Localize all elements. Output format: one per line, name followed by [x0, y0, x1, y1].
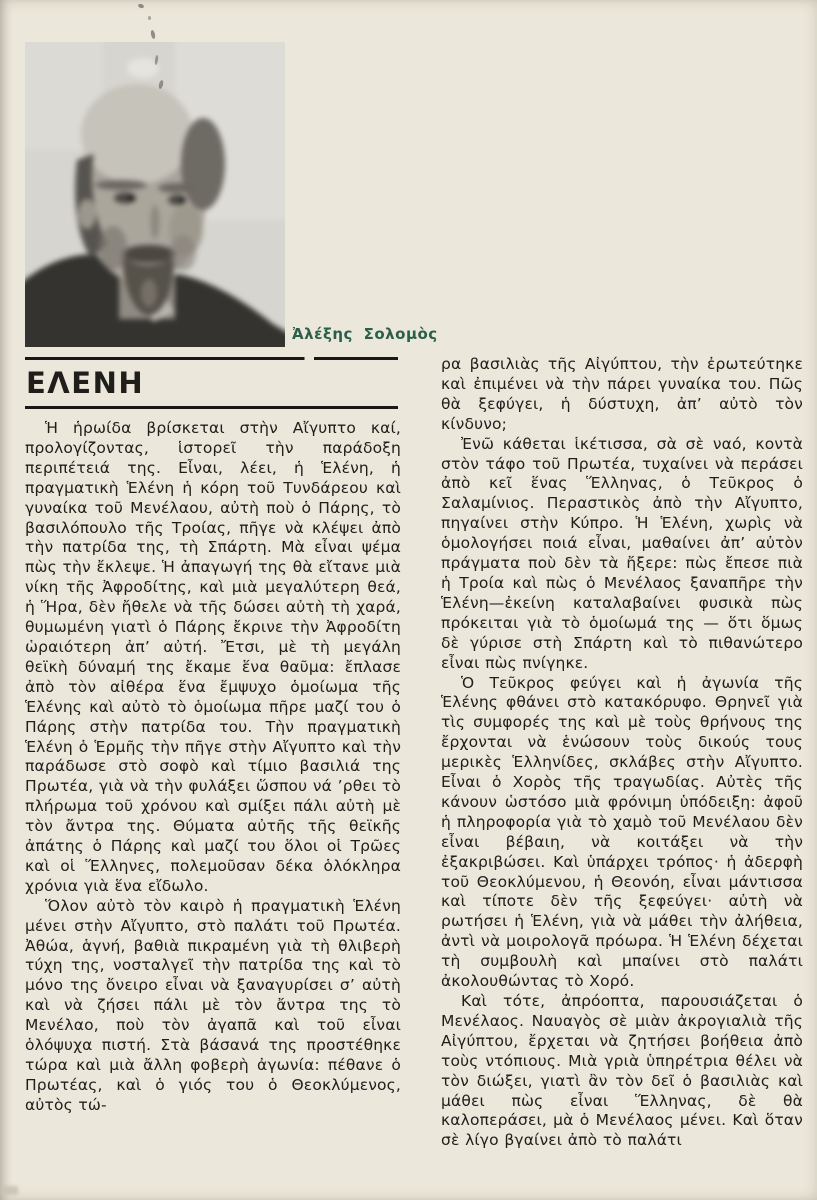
paragraph: Ἐνῶ κάθεται ἱκέτισσα, σὰ σὲ ναό, κοντὰ στὸν τάφο τοῦ Πρωτέα, τυχαίνει νὰ περάσει ἀπὸ κεῖ ἕνας Ἕλληνας, ὁ Τεῦκρος ὁ Σαλαμίνιος. Περαστικὸς ἀπὸ τὴν Αἴγυπτο, πηγαίνει στὴν Κύπρο. Ἡ Ἑλένη, χωρὶς νὰ ὁμολογήσει ποιά εἶναι, μαθαίνει ἀπ’ αὐτὸν πράγματα ποὺ δὲν τὰ ἤξερε: πὼς ἔπεσε πιὰ ἡ Τροία καὶ πὼς ὁ Μενέλαος ξαναπῆρε τὴν Ἑλένη—ἐκείνη καταλαβαίνει φυσικὰ πὼς πρόκειται γιὰ τὸ ὁμοίωμά της — ὅτι ὅμως δὲ γύρισε στὴ Σπάρτη καὶ τὸ πιθανώτερο εἶναι πὼς πνίγηκε.	[441, 434, 803, 672]
paragraph: Ὁ Τεῦκρος φεύγει καὶ ἡ ἀγωνία τῆς Ἑλένης φθάνει στὸ κατακόρυφο. Θρηνεῖ γιὰ τὶς συμφορές της καὶ μὲ τοὺς θρήνους της ἔρχονται νὰ ἑνώσουν τοὺς δικούς τους μερικὲς Ἑλληνίδες, σκλάβες στὴν Αἴγυπτο. Εἶναι ὁ Χορὸς τῆς τραγωδίας. Αὐτὲς τῆς κάνουν ὡστόσο μιὰ φρόνιμη ὑπόδειξη: ἀφοῦ ἡ πληροφορία γιὰ τὸ χαμὸ τοῦ Μενέλαου δὲν εἶναι βέβαιη, νὰ κοιτάξει νὰ τὴν ἐξακριβώσει. Καὶ ὑπάρχει τρόπος· ἡ ἀδερφὴ τοῦ Θεοκλύμενου, ἡ Θεονόη, εἶναι μάντισσα καὶ τίποτε δὲν τῆς ξεφεύγει· αὐτὴ νὰ ρωτήσει ἡ Ἑλένη, γιὰ νὰ μάθει τὴν ἀλήθεια, ἀντὶ νὰ μοιρολογᾶ πρόωρα. Ἡ Ἑλένη δέχεται τὴ συμβουλὴ καὶ μπαίνει στὸ παλάτι ἀκολουθώντας τὸ Χορό.	[441, 673, 803, 991]
ink-speck	[137, 3, 144, 9]
paragraph: ρα βασιλιὰς τῆς Αἰγύπτου, τὴν ἐρωτεύτηκε καὶ ἐπιμένει νὰ τὴν πάρει γυναίκα του. Πῶς θὰ ξεφύγει, ἡ δύστυχη, ἀπ’ αὐτὸ τὸν κίνδυνο;	[441, 355, 803, 433]
paragraph: Καὶ τότε, ἀπρόοπτα, παρουσιάζεται ὁ Μενέλαος. Ναυαγὸς σὲ μιὰν ἀκρογιαλιὰ τῆς Αἰγύπτου, ἔρχεται νὰ ζητήσει βοήθεια ἀπὸ τοὺς ντόπιους. Μιὰ γριὰ ὑπηρέτρια θέλει νὰ τὸν διώξει, γιατὶ ἂν τὸν δεῖ ὁ βασιλιὰς καὶ μάθει πὼς εἶναι Ἕλληνας, δὲ θὰ καλοπεράσει, μὰ ὁ Μενέλαος μένει. Καὶ ὅταν σὲ λίγο βγαίνει ἀπὸ τὸ παλάτι	[441, 992, 803, 1150]
title-rule-bottom	[25, 406, 398, 409]
title-block	[25, 357, 398, 409]
portrait-photo	[25, 42, 285, 347]
ink-speck	[148, 16, 151, 20]
left-column	[25, 419, 401, 1116]
page-number-smudge	[2, 1186, 18, 1195]
page-title: ΕΛΕΝΗ	[26, 366, 145, 400]
ink-speck	[150, 30, 156, 40]
paragraph: Ὅλον αὐτὸ τὸν καιρὸ ἡ πραγματικὴ Ἑλένη μένει στὴν Αἴγυπτο, στὸ παλάτι τοῦ Πρωτέα. Ἀθώα, ἁγνή, βαθιὰ πικραμένη γιὰ τὴ θλιβερὴ τύχη της, νοσταλγεῖ τὴν πατρίδα της καὶ τὸ μόνο της ὄνειρο εἶναι νὰ ξαναγυρίσει σ’ αὐτὴ καὶ νὰ ζήσει πάλι μὲ τὸν ἄντρα της τὸ Μενέλαο, ποὺ τὸν ἀγαπᾶ καὶ τοῦ εἶναι ὁλόψυχα πιστή. Στὰ βάσανά της προστέθηκε τώρα καὶ μιὰ ἄλλη φοβερὴ ἀγωνία: πέθανε ὁ Πρωτέας, καὶ ὁ γιός του ὁ Θεοκλύμενος, αὐτὸς τώ-	[25, 896, 401, 1114]
paragraph: Ἡ ἡρωίδα βρίσκεται στὴν Αἴγυπτο καί, προλογίζοντας, ἱστορεῖ τὴν παράδοξη περιπέτειά της. Εἶναι, λέει, ἡ Ἑλένη, ἡ πραγματικὴ Ἑλένη ἡ κόρη τοῦ Τυνδάρεου καὶ γυναίκα τοῦ Μενέλαου, αὐτὴ ποὺ ὁ Πάρης, τὸ βασιλόπουλο τῆς Τροίας, πῆγε νὰ κλέψει ἀπὸ τὴν πατρίδα της, τὴ Σπάρτη. Μὰ εἶναι ψέμα πὼς τὴν ἔκλεψε. Ἡ ἀπαγωγή της θὰ εἴτανε μιὰ νίκη τῆς Ἀφροδίτης, καὶ μιὰ μεγαλύτερη θεά, ἡ Ἥρα, δὲν ἤθελε νὰ τῆς δώσει αὐτὴ τὴ χαρά, θυμωμένη γιατὶ ὁ Πάρης ἔκρινε τὴν Ἀφροδίτη ὡραιότερη ἀπ’ αὐτή. Ἔτσι, μὲ τὴ μεγάλη θεϊκὴ δύναμή της ἔκαμε ἕνα θαῦμα: ἔπλασε ἀπὸ τὸν αἰθέρα ἕνα ἔμψυχο ὁμοίωμα τῆς Ἑλένης καὶ αὐτὸ τὸ ὁμοίωμα πῆρε μαζί του ὁ Πάρης στὴν πατρίδα του. Τὴν πραγματικὴ Ἑλένη ὁ Ἑρμῆς τὴν πῆγε στὴν Αἴγυπτο καὶ τὴν παράδωσε στὸ σοφὸ καὶ τίμιο βασιλιά της Πρωτέα, γιὰ νὰ τὴν φυλάξει ὥσπου νά ’ρθει τὸ πλήρωμα τοῦ χρόνου καὶ σμίξει πάλι αὐτὴ μὲ τὸν ἄντρα της. Θύματα αὐτῆς τῆς θεϊκῆς ἀπάτης ὁ Πάρης καὶ μαζί του ὅλοι οἱ Τρῶες καὶ οἱ Ἕλληνες, πολεμοῦσαν δέκα ὁλόκληρα χρόνια γιὰ ἕνα εἴδωλο.	[25, 419, 401, 895]
right-column	[441, 355, 803, 1151]
portrait-photo-art	[25, 42, 285, 347]
photo-caption: Ἀλέξης Σολομὸς	[292, 325, 438, 343]
title-rule-top	[25, 357, 398, 360]
